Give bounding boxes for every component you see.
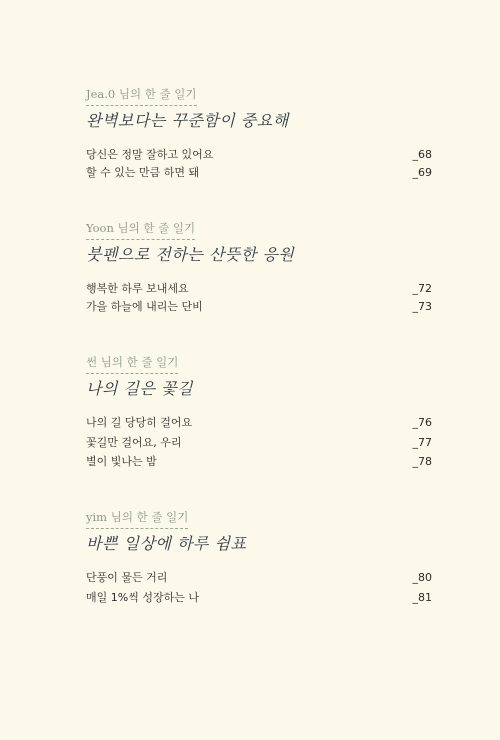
section-title: 완벽보다는 꾸준함이 중요해 bbox=[86, 111, 289, 130]
toc-entry[interactable] bbox=[86, 146, 432, 164]
entry-page-number: _73 bbox=[412, 300, 432, 313]
entry-label: 할 수 있는 만큼 하면 돼 bbox=[86, 166, 200, 179]
entry-label: 가을 하늘에 내리는 단비 bbox=[86, 300, 203, 313]
entry-label: 나의 길 당당히 걸어요 bbox=[86, 416, 193, 429]
entry-page-number: _72 bbox=[412, 282, 432, 295]
entry-label: 행복한 하루 보내세요 bbox=[86, 282, 189, 295]
section-author: 썬 님의 한 줄 일기 bbox=[86, 354, 178, 374]
entry-label: 매일 1%씩 성장하는 나 bbox=[86, 591, 199, 604]
toc-entry[interactable] bbox=[86, 164, 432, 182]
section-author: Yoon 님의 한 줄 일기 bbox=[86, 220, 195, 240]
entry-page-number: _68 bbox=[412, 148, 432, 161]
toc-entry[interactable] bbox=[86, 589, 432, 607]
entry-label: 단풍이 물든 거리 bbox=[86, 571, 168, 584]
entry-page-number: _76 bbox=[412, 416, 432, 429]
toc-entry[interactable] bbox=[86, 298, 432, 316]
entry-page-number: _69 bbox=[412, 166, 432, 179]
toc-entry[interactable] bbox=[86, 414, 432, 432]
section-title: 나의 길은 꽃길 bbox=[86, 379, 193, 398]
toc-entry[interactable] bbox=[86, 434, 432, 452]
entry-label: 별이 빛나는 밤 bbox=[86, 455, 157, 468]
entry-page-number: _78 bbox=[412, 455, 432, 468]
entry-label: 당신은 정말 잘하고 있어요 bbox=[86, 148, 214, 161]
entry-page-number: _81 bbox=[412, 591, 432, 604]
toc-entry[interactable] bbox=[86, 280, 432, 298]
entry-label: 꽃길만 걸어요, 우리 bbox=[86, 436, 182, 449]
section-author: Jea.0 님의 한 줄 일기 bbox=[86, 86, 197, 106]
toc-entry[interactable] bbox=[86, 453, 432, 471]
toc-entry[interactable] bbox=[86, 569, 432, 587]
section-title: 붓펜으로 전하는 산뜻한 응원 bbox=[86, 245, 295, 264]
entry-page-number: _77 bbox=[412, 436, 432, 449]
section-title: 바쁜 일상에 하루 쉼표 bbox=[86, 534, 247, 553]
entry-page-number: _80 bbox=[412, 571, 432, 584]
section-author: yim 님의 한 줄 일기 bbox=[86, 509, 188, 529]
